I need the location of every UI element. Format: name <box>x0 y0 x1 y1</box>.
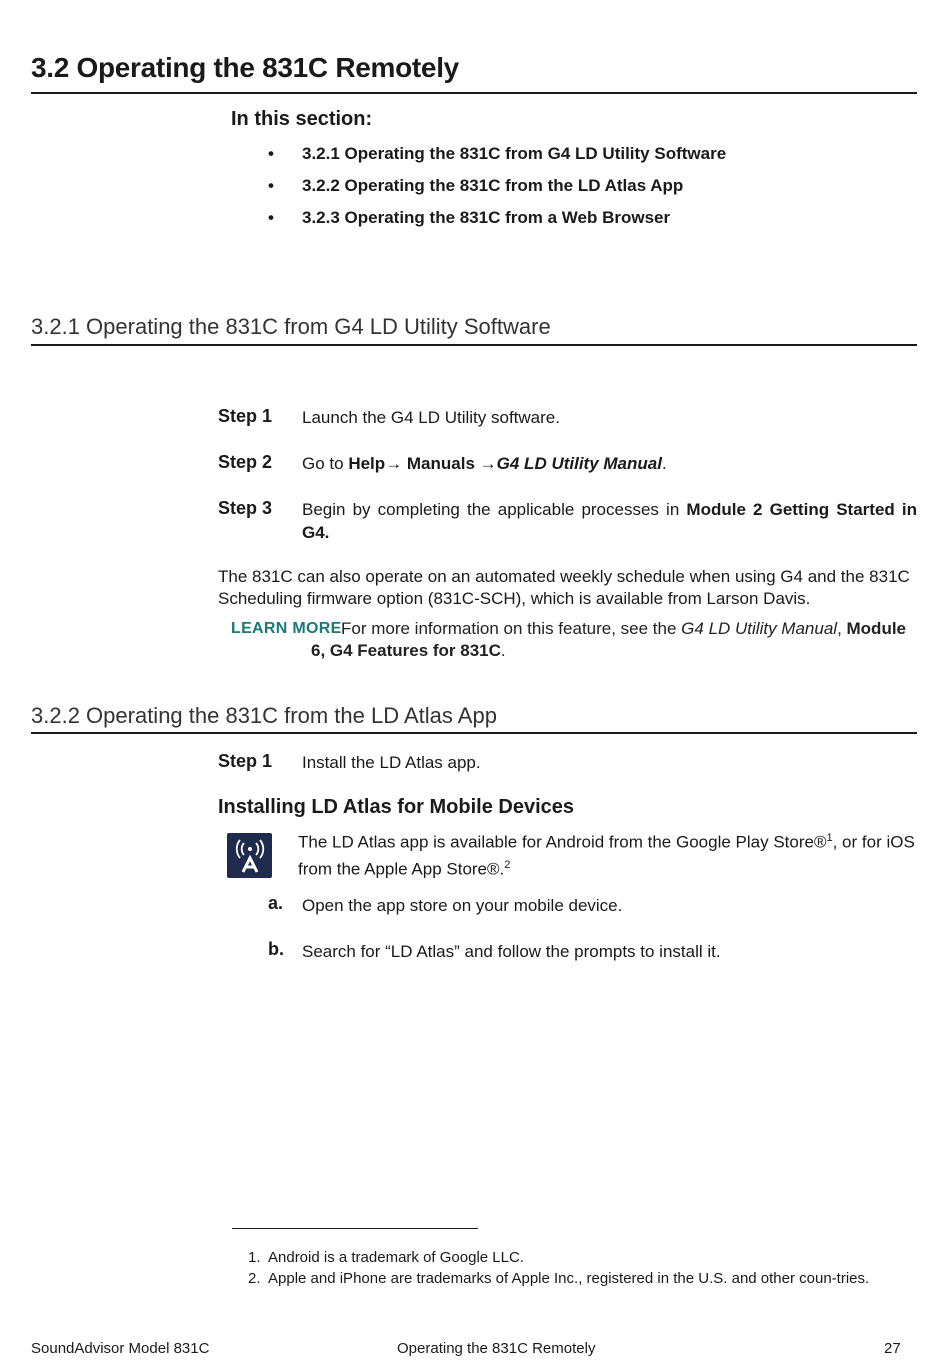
footnote-number: 2. <box>248 1270 261 1287</box>
help-menu: Help <box>348 454 386 473</box>
learn-more-manual: G4 LD Utility Manual <box>681 619 838 638</box>
page-number: 27 <box>884 1340 901 1357</box>
substep-a-text: Open the app store on your mobile device. <box>302 896 623 915</box>
step-3-module: Module 2 Getting Started in G4. <box>302 500 918 542</box>
step-2-end: . <box>661 454 667 473</box>
learn-more-text <box>311 618 917 662</box>
substep-b-text: Search for “LD Atlas” and follow the prompts to install it. <box>302 942 721 961</box>
footer-section-title: Operating the 831C Remotely <box>397 1340 596 1357</box>
footer-doc-title: SoundAdvisor Model 831C <box>31 1340 210 1357</box>
bullet: • <box>268 208 274 227</box>
installing-subheading: Installing LD Atlas for Mobile Devices <box>218 796 574 818</box>
antenna-a-icon <box>232 838 268 874</box>
toc-link-3-2-3[interactable]: 3.2.3 Operating the 831C from a Web Browser <box>302 208 671 227</box>
toc-link-3-2-1[interactable]: 3.2.1 Operating the 831C from G4 LD Utility Software <box>302 144 727 163</box>
section-rule <box>31 732 917 734</box>
footnote-number: 1. <box>248 1249 261 1266</box>
learn-more-pre: For more information on this feature, see the <box>341 619 682 638</box>
learn-more-end: . <box>500 641 506 660</box>
section-3-2-1-title: 3.2.1 Operating the 831C from G4 LD Utility Software <box>31 314 551 339</box>
footnote-2 <box>248 1269 878 1289</box>
step-3-text <box>302 498 917 544</box>
footnote-1 <box>248 1248 878 1268</box>
manuals-menu: Manuals <box>406 454 475 473</box>
app-text-1: The LD Atlas app is available for Android from the Google Play Store® <box>298 832 827 852</box>
footnote-ref-1[interactable]: 1 <box>826 832 833 844</box>
step-3-pre: Begin by completing the applicable processes in <box>302 500 687 519</box>
section-3-2-2-title: 3.2.2 Operating the 831C from the LD Atlas App <box>31 703 497 728</box>
learn-more-label: LEARN MORE <box>231 620 342 637</box>
footnote-rule <box>232 1228 478 1229</box>
install-step-1-label: Step 1 <box>218 751 273 771</box>
substep-b-label: b. <box>268 939 284 959</box>
toc-item[interactable] <box>268 176 683 196</box>
bullet: • <box>268 176 274 195</box>
in-this-section-heading: In this section: <box>231 108 373 130</box>
toc-item[interactable] <box>268 208 670 228</box>
manual-name: G4 LD Utility Manual <box>496 454 662 473</box>
app-availability-text <box>298 827 918 880</box>
footnote-text: Apple and iPhone are trademarks of Apple Inc., registered in the U.S. and other coun-tries. <box>268 1270 870 1287</box>
schedule-paragraph: The 831C can also operate on an automated weekly schedule when using G4 and the 831C Scheduling firmware option (831C-SCH), which is available from Larson Davis. <box>218 567 910 608</box>
learn-more-comma: , <box>837 619 847 638</box>
step-3-label: Step 3 <box>218 498 273 518</box>
step-2-text <box>302 452 917 475</box>
substep-a-label: a. <box>268 893 284 913</box>
toc-item[interactable] <box>268 144 726 164</box>
footnote-ref-2[interactable]: 2 <box>504 858 511 871</box>
title-rule <box>31 92 917 94</box>
step-2-label: Step 2 <box>218 452 273 472</box>
step-2-pre: Go to <box>302 454 349 473</box>
ld-atlas-app-icon <box>227 833 272 878</box>
section-rule <box>31 344 917 346</box>
page-title: 3.2 Operating the 831C Remotely <box>31 52 459 83</box>
footnote-text: Android is a trademark of Google LLC. <box>268 1249 524 1266</box>
learn-more-module: Module 6, G4 Features for 831C <box>311 619 907 660</box>
arrow-icon: → <box>385 454 407 473</box>
step-1-text: Launch the G4 LD Utility software. <box>302 408 560 427</box>
toc-link-3-2-2[interactable]: 3.2.2 Operating the 831C from the LD Atlas App <box>302 176 684 195</box>
app-text-2: , or for iOS from the Apple App Store®. <box>298 832 915 879</box>
bullet: • <box>268 144 274 163</box>
step-1-label: Step 1 <box>218 406 273 426</box>
install-step-1-text: Install the LD Atlas app. <box>302 753 481 772</box>
arrow-icon: → <box>474 454 497 473</box>
